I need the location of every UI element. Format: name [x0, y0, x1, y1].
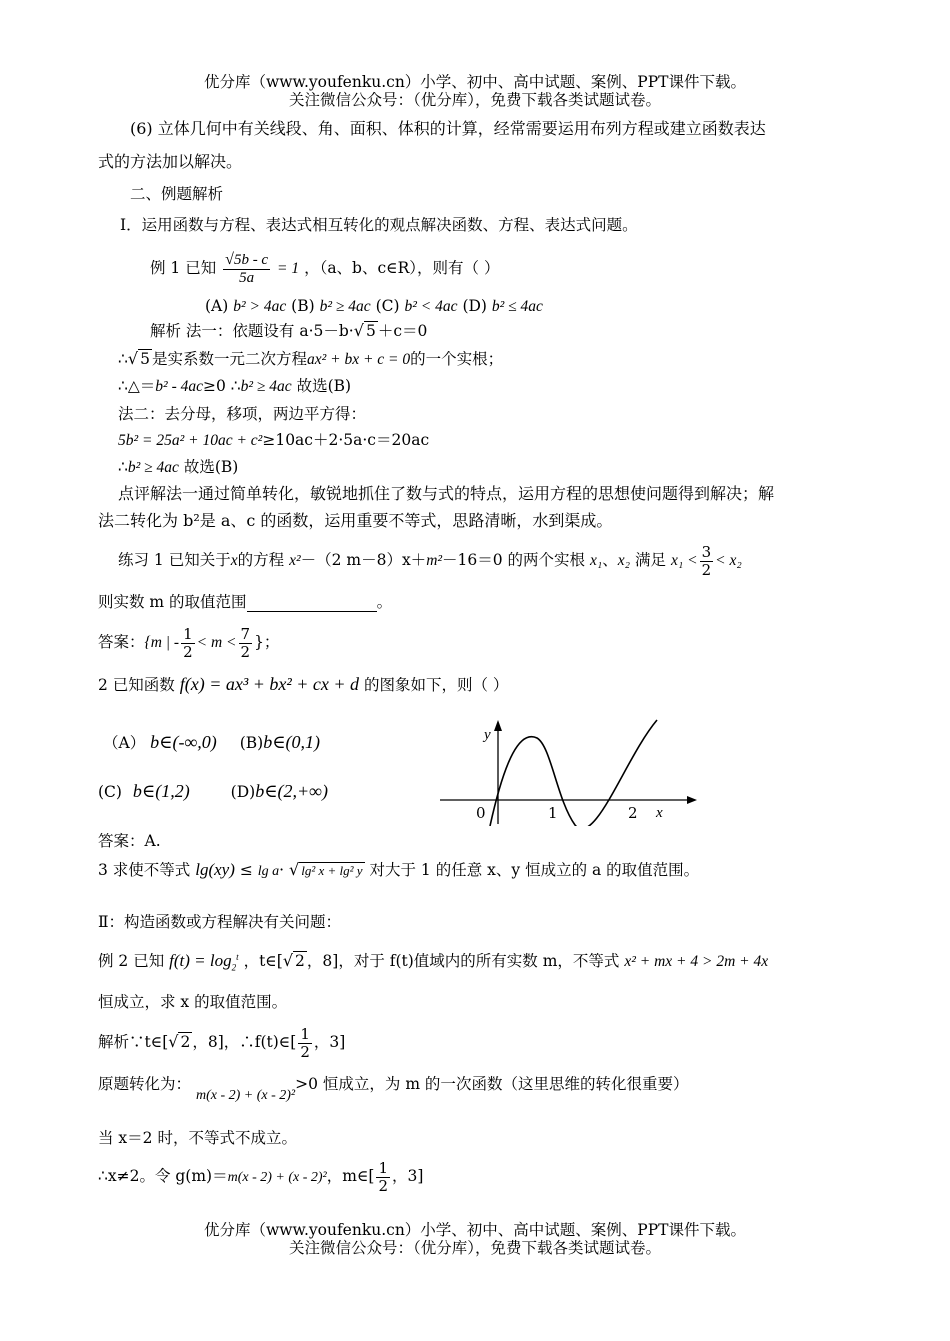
prac1-period: 。	[376, 593, 393, 611]
ex1-sol3-a: ∴△＝	[118, 377, 156, 395]
prac2-opt-row2	[98, 781, 328, 802]
prac2-answer: 答案：A.	[98, 832, 161, 850]
prac1-ineq-right: < x₂	[715, 552, 742, 569]
ex1-sol3-c: 故选(B)	[291, 377, 352, 395]
prac2-opt-c: (C)	[98, 783, 122, 801]
prac2-opt-a-expr: b∈(-∞,0)	[150, 732, 217, 752]
ex2-func: f(t) = log	[169, 951, 232, 971]
prac1-statement	[118, 540, 742, 581]
prac1-ineq-left: x₁ <	[670, 552, 698, 569]
ex1-eq-expr: 5b² = 25a² + 10ac + c²	[118, 432, 263, 449]
prac1-ans-frac1	[181, 626, 195, 661]
ex2-conversion	[98, 1074, 689, 1103]
ex2-line2: 恒成立，求 x 的取值范围。	[98, 993, 288, 1011]
ex1-opt-d: (D)	[462, 297, 487, 315]
ex1-sol2-tail: 的一个实根；	[410, 350, 504, 368]
ex2-ineq: x² + mx + 4 > 2m + 4x	[624, 953, 769, 971]
ex2-sol-b: ，8]，∴f(t)∈[	[192, 1033, 297, 1051]
ex2-sol-d: 2	[300, 1042, 310, 1061]
ex2-conv-expr: m(x - 2) + (x - 2)²	[195, 1088, 296, 1103]
prac1-blank[interactable]	[247, 595, 377, 612]
ex2-let-d: 2	[378, 1176, 389, 1195]
prac1-eq3: m²	[426, 552, 443, 569]
ex2-c: ，8]，对于 f(t)值域内的所有实数 m，不等式	[306, 952, 620, 971]
ex2-let-c: ，3]	[392, 1167, 424, 1185]
ex1-opt-d-expr: b² ≤ 4ac	[491, 298, 543, 315]
header-line-1: 优分库（www.youfenku.cn）小学、初中、高中试题、案例、PPT课件下载。	[203, 73, 747, 91]
ex1-eq-tail: ≥10ac＋2·5a·c＝20ac	[262, 431, 430, 449]
ex1-opt-b-expr: b² ≥ 4ac	[319, 298, 371, 315]
prac2-b: 的图象如下，则（ ）	[364, 676, 509, 694]
ex1-frac-den: 5a	[239, 270, 255, 286]
ex1-sol2-text: 是实系数一元二次方程	[151, 350, 307, 368]
prac1-root1: x₁	[589, 552, 603, 569]
ex1-concl-expr: b² ≥ 4ac	[127, 459, 179, 476]
x-axis-arrow	[687, 796, 697, 804]
prac2-opt-d: (D)	[230, 783, 256, 801]
prac3-lhs: lg(xy)	[195, 860, 235, 879]
prac1-ans-label: 答案：	[98, 633, 145, 651]
ex2-a: 例 2 已知	[98, 952, 165, 971]
prac1-ans-a: {m | -	[144, 634, 180, 651]
ex1-rhs: = 1	[277, 260, 300, 277]
ex2-sol-a: 解析∵t∈[	[98, 1033, 169, 1051]
prac2-opt-b: (B)	[239, 734, 264, 752]
prac2-opt-row1	[103, 732, 320, 753]
ex2-let	[98, 1156, 423, 1198]
ex1-sol2-root: 5	[140, 350, 150, 368]
prac1-frac-den: 2	[701, 560, 712, 579]
prac3-le: ≤	[239, 861, 253, 879]
prac1-ans-frac2	[239, 626, 253, 661]
prac1-line2	[98, 592, 392, 612]
ex1-sol1-tail: ＋c＝0	[377, 322, 428, 340]
ex1-frac-num: 5b - c	[233, 252, 269, 268]
graph-tick-1: 1	[548, 804, 558, 822]
prac1-ans-n2: 7	[240, 624, 251, 643]
ex1-sol1-root: 5	[365, 322, 376, 340]
ex2-let-expr: m(x - 2) + (x - 2)²	[227, 1170, 327, 1185]
ex1-label: 例 1 已知	[150, 259, 217, 277]
ex1-equation	[118, 430, 429, 451]
ex1-concl-b: 故选(B)	[178, 458, 239, 476]
ex1-options	[205, 296, 543, 317]
ex2-let-frac	[376, 1160, 390, 1195]
graph-x-label: x	[656, 805, 663, 821]
prac1-x: x	[230, 552, 238, 569]
ex1-cond: ，（a、b、c∈R），则有（ ）	[304, 259, 500, 277]
prac1-root2: x₂	[617, 552, 631, 569]
ex2-statement: 例 2 已知 $f(t) = \log_2^t$ ，t∈[√ 2 ，8]，对于 f(t)值域内的所有实数 m，不等式 x² + mx + 4 > 2m + 4x	[98, 951, 769, 973]
prac1-eq1: x²	[289, 552, 301, 569]
graph-origin-label: 0	[476, 804, 486, 822]
prac2-opt-d-expr: b∈(2,+∞)	[255, 781, 328, 801]
header-line-2: 关注微信公众号：（优分库），免费下载各类试题试卷。	[288, 91, 661, 109]
graph-y-label: y	[484, 727, 491, 743]
ex2-solution: 解析∵t∈[√ 2 ，8]，∴f(t)∈[ $\frac{1}{2}$ ，3]	[98, 1024, 346, 1061]
graph-tick-2: 2	[628, 804, 638, 822]
ex1-sol3-expr: b² - 4ac	[155, 378, 203, 395]
ex2-conv-b: >0 恒成立，为 m 的一次函数（这里思维的转化很重要）	[295, 1075, 689, 1093]
ex2-conv-a: 原题转化为：	[98, 1075, 192, 1093]
prac3-a: 3 求使不等式	[98, 861, 191, 879]
prac3-rhs: lg a	[257, 864, 280, 879]
prac1-eq4: －16＝0 的两个实根	[442, 551, 586, 569]
ex1-solution-1: 解析 法一：依题设有 a·5－b·√ 5 ＋c＝0	[150, 321, 428, 340]
section-title: 二、例题解析	[130, 185, 224, 203]
ex1-opt-b: (B)	[291, 297, 315, 315]
ex1-opt-c: (C)	[375, 297, 400, 315]
prac3-dot: ·	[279, 861, 285, 879]
ex2-when: 当 x＝2 时，不等式不成立。	[98, 1129, 297, 1147]
ex2-sol-n: 1	[300, 1024, 310, 1043]
prac2-opt-a: （A）	[103, 734, 146, 752]
prac1-frac-num: 3	[701, 542, 712, 561]
ex1-sol3-expr2: b² ≥ 4ac	[240, 378, 292, 395]
ex2-sol-frac	[298, 1026, 312, 1061]
ex1-method2: 法二：去分母，移项，两边平方得：	[118, 405, 367, 423]
prac1-answer	[98, 620, 279, 665]
prac1-a: 练习 1 已知关于	[118, 551, 231, 569]
ex1-sol2-eq: ax² + bx + c = 0	[306, 351, 411, 368]
prac2-opt-b-expr: b∈(0,1)	[263, 732, 321, 752]
prac1-ans-b: < m <	[196, 634, 237, 651]
ex1-conclusion	[118, 457, 238, 478]
ex1-fraction: $\frac{√5b - c}{5a}$	[225, 251, 269, 286]
ex1-statement	[150, 248, 499, 289]
ex2-base: 2	[231, 962, 237, 973]
ex1-opt-a: (A)	[205, 297, 229, 315]
prac2-a: 2 已知函数	[98, 676, 175, 694]
footer-line-2: 关注微信公众号：（优分库），免费下载各类试题试卷。	[288, 1239, 661, 1257]
ex2-b: ，t∈[	[243, 952, 283, 971]
intro-p6-line2: 式的方法加以解决。	[98, 152, 243, 171]
prac1-ans-d1: 2	[183, 642, 193, 661]
prac1-ans-d2: 2	[240, 642, 251, 661]
prac1-ans-c: }；	[254, 633, 280, 651]
ex2-arg: t	[236, 952, 239, 962]
prac1-line2-text: 则实数 m 的取值范围	[98, 593, 247, 611]
part2-title: Ⅱ：构造函数或方程解决有关问题：	[98, 913, 342, 931]
ex1-concl-a: ∴	[118, 458, 128, 476]
ex2-sol-root: 2	[180, 1033, 191, 1051]
prac3-b: 对大于 1 的任意 x、y 恒成立的 a 的取值范围。	[369, 861, 700, 879]
y-axis-arrow	[494, 720, 502, 731]
prac2-opt-c-expr: b∈(1,2)	[132, 781, 190, 801]
ex1-opt-a-expr: b² > 4ac	[233, 298, 287, 315]
ex1-sol2-therefore: ∴	[118, 350, 128, 368]
ex2-root: 2	[295, 952, 305, 971]
prac1-eq2: －（2 m－8）x＋	[300, 551, 427, 569]
prac1-fraction	[700, 544, 714, 579]
ex2-let-a: ∴x≠2。令 g(m)＝	[98, 1167, 228, 1185]
prac3-statement: 3 求使不等式 lg(xy) ≤ lg a· √ lg² x + lg² y 对大于 1 的任意 x、y 恒成立的 a 的取值范围。	[98, 860, 700, 879]
ex1-sol3-b: ≥0 ∴	[203, 377, 241, 395]
prac1-ans-n1: 1	[183, 624, 193, 643]
prac2-statement	[98, 674, 508, 695]
prac1-b: 的方程	[237, 551, 285, 569]
intro-p6-line1: (6) 立体几何中有关线段、角、面积、体积的计算，经常需要运用布列方程或建立函数表达	[130, 119, 766, 138]
footer-line-1: 优分库（www.youfenku.cn）小学、初中、高中试题、案例、PPT课件下载。	[203, 1221, 747, 1239]
ex1-opt-c-expr: b² < 4ac	[404, 298, 458, 315]
prac1-c: 满足	[635, 551, 667, 569]
ex1-solution-2: ∴√ 5 是实系数一元二次方程ax² + bx + c = 0的一个实根；	[118, 349, 504, 368]
ex1-solution-3	[118, 376, 351, 397]
ex2-sol-c: ，3]	[313, 1033, 346, 1051]
ex1-comment-1: 点评解法一通过简单转化，敏锐地抓住了数与式的特点，运用方程的思想使问题得到解决；解	[118, 484, 775, 503]
prac2-func: f(x) = ax³ + bx² + cx + d	[179, 674, 360, 694]
ex2-let-n: 1	[378, 1158, 389, 1177]
ex1-comment-2: 法二转化为 b²是 a、c 的函数，运用重要不等式，思路清晰，水到渠成。	[98, 511, 613, 530]
prac3-root: lg² x + lg² y	[301, 863, 363, 878]
ex2-let-b: ，m∈[	[326, 1167, 375, 1185]
part1-title: Ⅰ．运用函数与方程、表达式相互转化的观点解决函数、方程、表达式问题。	[120, 216, 638, 234]
ex1-sol1-text: 解析 法一：依题设有 a·5－b·	[150, 322, 354, 340]
prac1-sep: 、	[602, 551, 618, 569]
